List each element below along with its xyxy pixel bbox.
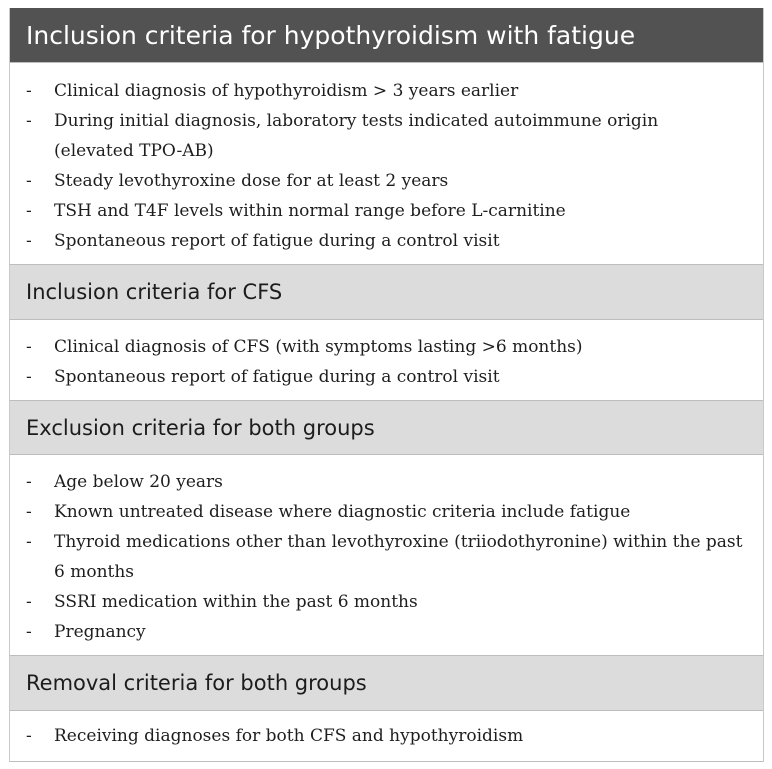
bullet-dash: - [26,532,32,552]
bullet-dash: - [26,111,32,131]
bullet-dash: - [26,201,32,221]
bullet-dash: - [26,502,32,522]
criterion-text: Spontaneous report of fatigue during a control visit [54,231,500,251]
bullet-dash: - [26,337,32,357]
list-item [10,76,763,106]
section-body-exclusion [10,455,763,656]
section-body-removal [10,711,763,762]
section-header-exclusion: Exclusion criteria for both groups [10,401,763,455]
criterion-text: Thyroid medications other than levothyroxine (triiodothyronine) within the past 6 months [54,532,743,582]
bullet-dash: - [26,81,32,101]
section-header-inclusion-cfs: Inclusion criteria for CFS [10,265,763,320]
bullet-dash: - [26,231,32,251]
criterion-text: Age below 20 years [54,472,223,492]
criterion-text: Clinical diagnosis of CFS (with symptoms lasting >6 months) [54,337,583,357]
bullet-dash: - [26,726,32,746]
criterion-text: Steady levothyroxine dose for at least 2 years [54,171,449,191]
list-item [10,527,763,587]
criterion-text: SSRI medication within the past 6 months [54,592,418,612]
bullet-dash: - [26,171,32,191]
bullet-dash: - [26,622,32,642]
list-item [10,106,763,166]
bullet-dash: - [26,367,32,387]
list-item [10,226,763,256]
list-item [10,497,763,527]
bullet-dash: - [26,472,32,492]
section-body-inclusion-hypothyroidism [10,63,763,265]
criterion-text: Clinical diagnosis of hypothyroidism > 3 years earlier [54,81,519,101]
bullet-dash: - [26,592,32,612]
list-item [10,721,763,751]
criterion-text: During initial diagnosis, laboratory tests indicated autoimmune origin (elevated TPO-AB) [54,111,659,161]
criterion-text: Receiving diagnoses for both CFS and hypothyroidism [54,726,524,746]
criteria-table [9,8,764,762]
list-item [10,617,763,647]
list-item [10,332,763,362]
section-header-removal: Removal criteria for both groups [10,656,763,711]
criterion-text: TSH and T4F levels within normal range before L-carnitine [54,201,566,221]
section-body-inclusion-cfs [10,320,763,401]
criterion-text: Spontaneous report of fatigue during a control visit [54,367,500,387]
criterion-text: Known untreated disease where diagnostic criteria include fatigue [54,502,631,522]
section-header-inclusion-hypothyroidism: Inclusion criteria for hypothyroidism with fatigue [10,8,763,63]
criterion-text: Pregnancy [54,622,146,642]
list-item [10,467,763,497]
list-item [10,587,763,617]
list-item [10,166,763,196]
list-item [10,196,763,226]
list-item [10,362,763,392]
